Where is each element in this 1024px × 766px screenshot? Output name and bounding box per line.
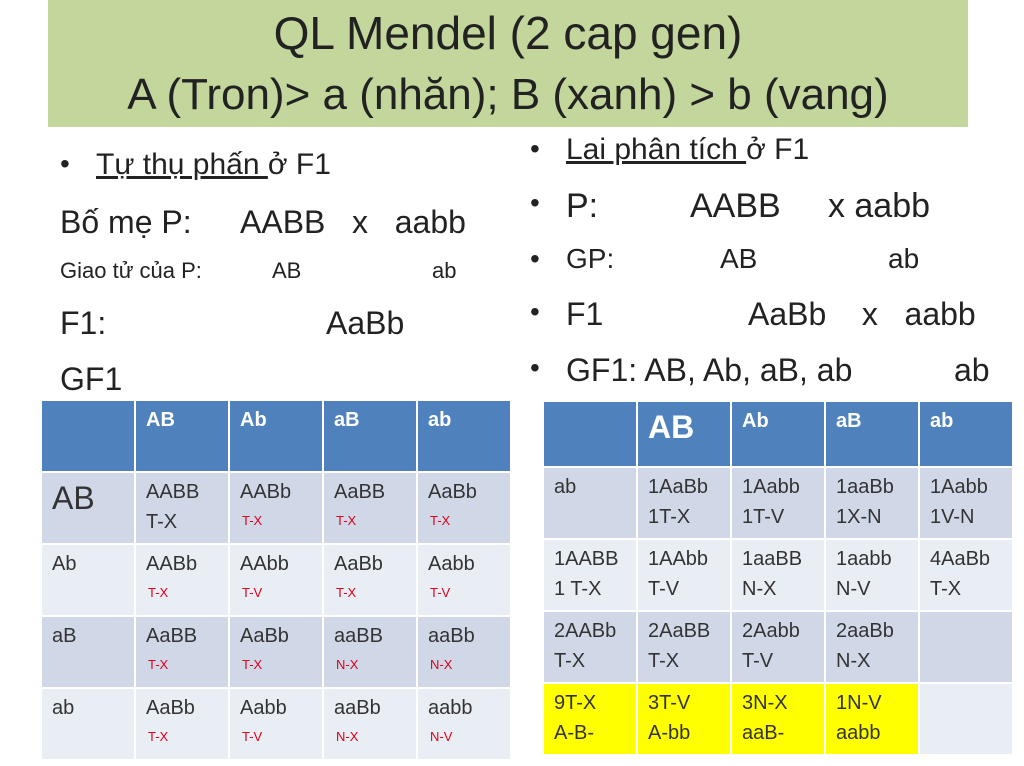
table-cell xyxy=(229,688,323,760)
cell-text: AaBb xyxy=(240,625,289,647)
cell-text: T-X xyxy=(430,513,451,528)
cell-text: 1X-N xyxy=(836,506,882,528)
cell-text: T-V xyxy=(742,650,774,672)
right-heading xyxy=(566,133,809,167)
gamete-2: ab xyxy=(432,258,457,283)
cell-text: T-X xyxy=(554,650,586,672)
summary-cell xyxy=(731,683,825,755)
header-corner xyxy=(543,401,637,467)
cell-text: AaBb xyxy=(146,697,195,719)
header-ab: ab xyxy=(417,400,511,472)
title-banner xyxy=(48,0,968,127)
table-cell xyxy=(543,539,637,611)
cell-text: AaBB xyxy=(334,481,386,503)
f1-value: AaBb xyxy=(326,305,405,341)
table-cell xyxy=(637,611,731,683)
cell-text: 1N-V xyxy=(836,692,882,714)
table-cell xyxy=(323,688,417,760)
gf1-right-label: • GF1: AB, Ab, aB, ab xyxy=(566,352,852,389)
cell-text: N-V xyxy=(836,578,871,600)
table-cell-empty xyxy=(919,611,1013,683)
parents-cross: AABB x aabb xyxy=(240,204,466,240)
table-cell xyxy=(825,539,919,611)
cell-text: T-X xyxy=(148,585,169,600)
table-cell xyxy=(135,688,229,760)
parents-label: Bố mẹ P: xyxy=(60,204,192,240)
cell-text: Aabb xyxy=(428,553,475,575)
cell-text: 4AaBb xyxy=(930,548,991,570)
cell-text: aaB- xyxy=(742,722,785,744)
cell-text: aaBb xyxy=(428,625,475,647)
gf1-label: GF1 xyxy=(60,361,123,397)
table-row xyxy=(41,688,511,760)
table-cell xyxy=(417,472,511,544)
table-cell xyxy=(417,688,511,760)
row-head-Ab: Ab xyxy=(41,544,135,616)
summary-cell xyxy=(825,683,919,755)
table-cell xyxy=(135,616,229,688)
cell-text: A-bb xyxy=(648,722,691,744)
cell-text: T-X xyxy=(148,657,169,672)
punnett-table-selfing xyxy=(40,399,512,761)
table-cell-empty xyxy=(919,683,1013,755)
f1-label: F1: xyxy=(60,305,107,341)
header-ab: ab xyxy=(919,401,1013,467)
table-cell xyxy=(135,472,229,544)
table-cell xyxy=(731,467,825,539)
cell-text: T-V xyxy=(430,585,451,600)
table-cell xyxy=(229,544,323,616)
cell-text: AaBb xyxy=(334,553,383,575)
right-heading-rest: ở F1 xyxy=(746,133,810,166)
table-cell xyxy=(417,616,511,688)
cell-text: aabb xyxy=(836,722,881,744)
table-cell xyxy=(135,544,229,616)
table-row xyxy=(543,611,1013,683)
table-cell xyxy=(323,544,417,616)
cell-text: 1Aabb xyxy=(930,476,988,498)
gp-gamete-2: ab xyxy=(888,243,920,274)
gp-label: • GP: xyxy=(566,243,614,275)
header-AB: AB xyxy=(135,400,229,472)
summary-cell xyxy=(543,683,637,755)
cell-text: 1aaBB xyxy=(742,548,803,570)
right-heading-underlined: Lai phân tích xyxy=(566,133,747,166)
table-row xyxy=(543,467,1013,539)
cell-text: 1T-X xyxy=(648,506,691,528)
cell-text: 1Aabb xyxy=(742,476,800,498)
cell-text: N-X xyxy=(336,657,359,672)
cell-text: AABb xyxy=(240,481,292,503)
gf1-right-ab: ab xyxy=(954,352,990,388)
row-head-ab: ab xyxy=(543,467,637,539)
cell-text: 1AAbb xyxy=(648,548,709,570)
cell-text: 2aaBb xyxy=(836,620,894,642)
cell-text: aabb xyxy=(428,697,473,719)
cell-text: T-V xyxy=(242,729,263,744)
cell-text: T-V xyxy=(648,578,680,600)
table-cell xyxy=(323,472,417,544)
cell-text: Aabb xyxy=(240,697,287,719)
cell-text: N-X xyxy=(430,657,453,672)
gp-gamete-1: AB xyxy=(720,243,758,274)
header-Ab: Ab xyxy=(731,401,825,467)
cell-text: T-X xyxy=(930,578,962,600)
cell-text: T-X xyxy=(242,657,263,672)
title-line-2: A (Tron)> a (nhăn); B (xanh) > b (vang) xyxy=(127,70,889,119)
table-cell xyxy=(919,467,1013,539)
f1-right-label: • F1 xyxy=(566,296,603,333)
table-cell xyxy=(323,616,417,688)
p-label: • P: xyxy=(566,187,598,226)
row-head-aB: aB xyxy=(41,616,135,688)
gamete-1: AB xyxy=(272,258,302,283)
table-row xyxy=(41,616,511,688)
cell-text: N-X xyxy=(336,729,359,744)
cell-text: AaBB xyxy=(146,625,198,647)
cell-text: T-X xyxy=(242,513,263,528)
cell-text: 1aabb xyxy=(836,548,892,570)
cell-text: AABB xyxy=(146,481,200,503)
table-cell xyxy=(229,472,323,544)
header-corner xyxy=(41,400,135,472)
cell-text: 1AABB xyxy=(554,548,619,570)
table-cell xyxy=(543,611,637,683)
cell-text: AAbb xyxy=(240,553,289,575)
table-cell xyxy=(637,467,731,539)
table-row-summary xyxy=(543,683,1013,755)
table-row xyxy=(543,539,1013,611)
table-cell xyxy=(229,616,323,688)
cell-text: 3N-X xyxy=(742,692,788,714)
table-cell xyxy=(731,611,825,683)
row-head-ab: ab xyxy=(41,688,135,760)
table-cell xyxy=(919,539,1013,611)
table-row xyxy=(41,544,511,616)
cell-text: T-X xyxy=(648,650,680,672)
header-Ab: Ab xyxy=(229,400,323,472)
cell-text: 2AaBB xyxy=(648,620,711,642)
cell-text: AaBb xyxy=(428,481,477,503)
table-cell xyxy=(417,544,511,616)
cell-text: aaBB xyxy=(334,625,383,647)
title-line-1: QL Mendel (2 cap gen) xyxy=(273,7,743,59)
cell-text: aaBb xyxy=(334,697,381,719)
p-cross: AABB x aabb xyxy=(690,187,931,225)
summary-cell xyxy=(637,683,731,755)
cell-text: 2Aabb xyxy=(742,620,800,642)
cell-text: T-V xyxy=(242,585,263,600)
header-aB: aB xyxy=(323,400,417,472)
cell-text: 1V-N xyxy=(930,506,975,528)
cell-text: N-X xyxy=(742,578,777,600)
cell-text: T-X xyxy=(146,511,178,533)
cell-text: 9T-X xyxy=(554,692,597,714)
left-heading-underlined: Tự thụ phấn xyxy=(96,148,268,181)
table-row xyxy=(41,472,511,544)
cell-text: T-X xyxy=(148,729,169,744)
cell-text: N-V xyxy=(430,729,453,744)
cell-text: AABb xyxy=(146,553,198,575)
table-cell xyxy=(825,611,919,683)
cell-text: T-X xyxy=(336,585,357,600)
gametes-label: Giao tử của P: xyxy=(60,258,202,283)
cell-text: A-B- xyxy=(554,722,594,744)
header-AB: AB xyxy=(637,401,731,467)
cell-text: N-X xyxy=(836,650,871,672)
left-heading xyxy=(96,148,331,182)
table-cell xyxy=(637,539,731,611)
cell-text: 1AaBb xyxy=(648,476,709,498)
cell-text: 2AABb xyxy=(554,620,617,642)
cell-text: 1T-V xyxy=(742,506,785,528)
punnett-table-testcross xyxy=(542,400,1014,756)
f1-right-cross: AaBb x aabb xyxy=(748,296,976,332)
left-heading-rest: ở F1 xyxy=(267,148,331,181)
header-aB: aB xyxy=(825,401,919,467)
cell-text: 1 T-X xyxy=(554,578,602,600)
cell-text: 3T-V xyxy=(648,692,691,714)
row-head-AB: AB xyxy=(41,472,135,544)
table-cell xyxy=(731,539,825,611)
table-cell xyxy=(825,467,919,539)
cell-text: T-X xyxy=(336,513,357,528)
cell-text: 1aaBb xyxy=(836,476,894,498)
